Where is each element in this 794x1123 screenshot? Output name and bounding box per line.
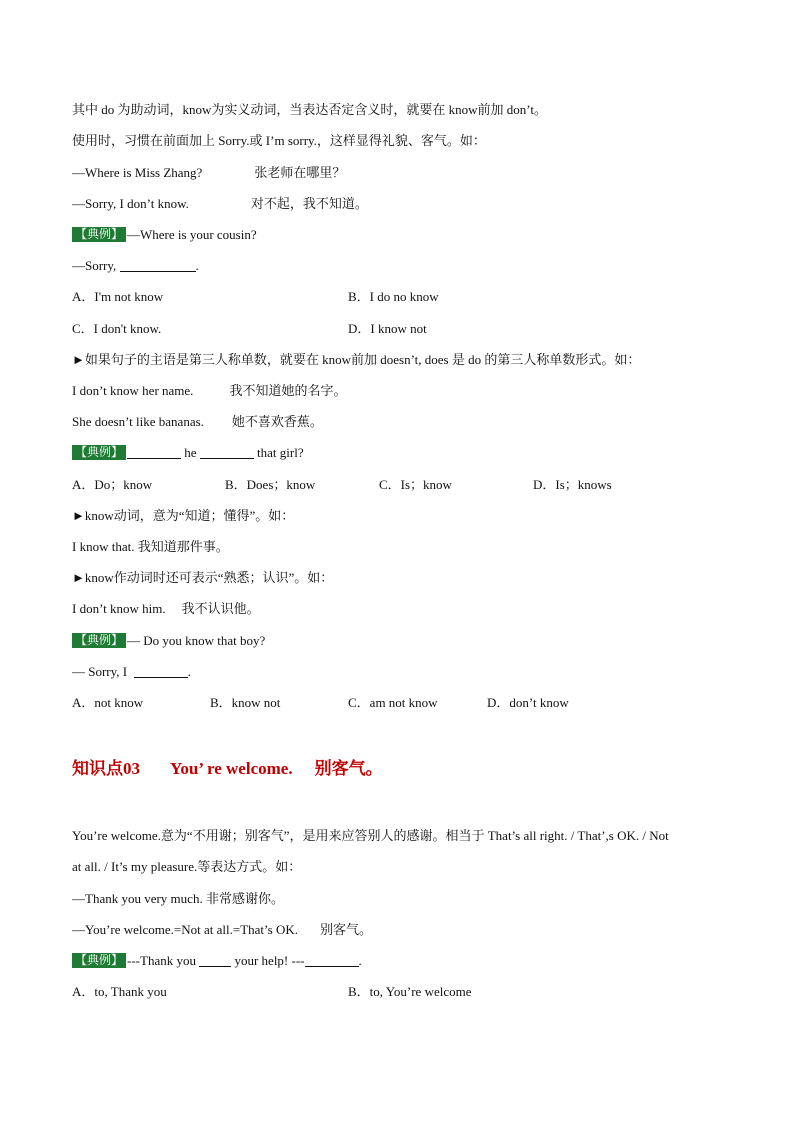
example-line: I know that. 我知道那件事。 <box>72 539 229 554</box>
question-text: ---Thank you <box>127 953 200 968</box>
question-text: that girl? <box>253 445 304 460</box>
answer-end: . <box>195 258 199 273</box>
answer-blank[interactable] <box>134 665 188 678</box>
english-sentence: —Sorry, I don’t know. <box>72 196 189 211</box>
option-a[interactable]: A．to, Thank you <box>72 984 167 999</box>
example-line <box>72 600 260 618</box>
option-c[interactable]: C．am not know <box>348 695 438 710</box>
option-c[interactable]: C．Is；know <box>379 477 452 492</box>
heading-chinese: 别客气。 <box>314 759 383 778</box>
answer-text: — Sorry, I <box>72 664 128 679</box>
rule-line: ►如果句子的主语是第三人称单数，就要在 know前加 doesn’t, does 是 do 的第三人称单数形式。如： <box>72 352 641 367</box>
chinese-translation: 我不知道她的名字。 <box>229 383 347 398</box>
example-line <box>72 164 345 182</box>
english-sentence: I don’t know her name. <box>72 383 194 398</box>
option-d[interactable]: D．Is；knows <box>533 477 612 492</box>
option-a[interactable]: A．Do；know <box>72 477 153 492</box>
option-b[interactable]: B．I do no know <box>348 289 439 304</box>
example-line: —Thank you very much. 非常感谢你。 <box>72 891 284 906</box>
example-line <box>72 413 323 431</box>
option-d[interactable]: D．I know not <box>348 321 427 336</box>
answer-end: . <box>358 953 362 968</box>
example-tag: 【典例】 <box>72 633 126 648</box>
answer-end: . <box>187 664 191 679</box>
answer-blank[interactable] <box>127 446 181 459</box>
example-line <box>72 195 368 213</box>
english-sentence: I don’t know him. <box>72 601 166 616</box>
question-text: he <box>181 445 200 460</box>
option-b[interactable]: B．to, You’re welcome <box>348 984 472 999</box>
chinese-translation: 别客气。 <box>320 922 373 937</box>
heading-number: 知识点03 <box>72 759 140 778</box>
option-d[interactable]: D．don’t know <box>487 695 569 710</box>
rule-line: ►know作动词时还可表示“熟悉；认识”。如： <box>72 570 334 585</box>
answer-blank[interactable] <box>305 954 359 967</box>
question-text: your help! --- <box>231 953 305 968</box>
text-line: 使用时，习惯在前面加上 Sorry.或 I’m sorry.，这样显得礼貌、客气。如： <box>72 133 486 148</box>
example-question <box>72 952 362 970</box>
chinese-translation: 她不喜欢香蕉。 <box>231 414 323 429</box>
english-sentence: —You’re welcome.=Not at all.=That’s OK. <box>72 922 298 937</box>
text-line: 其中 do 为助动词，know为实义动词，当表达否定含义时，就要在 know前加 don’t。 <box>72 102 547 117</box>
option-b[interactable]: B．know not <box>210 695 281 710</box>
english-sentence: —Where is Miss Zhang? <box>72 165 203 180</box>
example-line <box>72 382 346 400</box>
example-question <box>72 632 265 650</box>
example-question <box>72 444 304 462</box>
answer-blank[interactable] <box>199 954 231 967</box>
option-a[interactable]: A．not know <box>72 695 144 710</box>
english-sentence: She doesn’t like bananas. <box>72 414 204 429</box>
option-c[interactable]: C．I don't know. <box>72 321 162 336</box>
example-answer <box>72 663 191 681</box>
example-answer <box>72 257 199 275</box>
example-tag: 【典例】 <box>72 445 126 460</box>
example-question <box>72 226 257 244</box>
heading-english: You’ re welcome. <box>170 759 293 778</box>
chinese-translation: 对不起，我不知道。 <box>250 196 368 211</box>
question-text: — Do you know that boy? <box>127 633 266 648</box>
answer-blank[interactable] <box>120 259 196 272</box>
section-heading <box>72 758 383 780</box>
answer-text: —Sorry, <box>72 258 117 273</box>
text-line: You’re welcome.意为“不用谢；别客气”，是用来应答别人的感谢。相当于 That’s all right. / That’,s OK. / Not <box>72 828 669 843</box>
answer-blank[interactable] <box>200 446 254 459</box>
example-line <box>72 921 372 939</box>
option-a[interactable]: A．I'm not know <box>72 289 164 304</box>
example-tag: 【典例】 <box>72 227 126 242</box>
rule-line: ►know动词，意为“知道；懂得”。如： <box>72 508 295 523</box>
text-line: at all. / It’s my pleasure.等表达方式。如： <box>72 859 302 874</box>
chinese-translation: 张老师在哪里？ <box>254 165 346 180</box>
question-text: —Where is your cousin? <box>127 227 257 242</box>
chinese-translation: 我不认识他。 <box>181 601 260 616</box>
option-b[interactable]: B．Does；know <box>225 477 316 492</box>
example-tag: 【典例】 <box>72 953 126 968</box>
